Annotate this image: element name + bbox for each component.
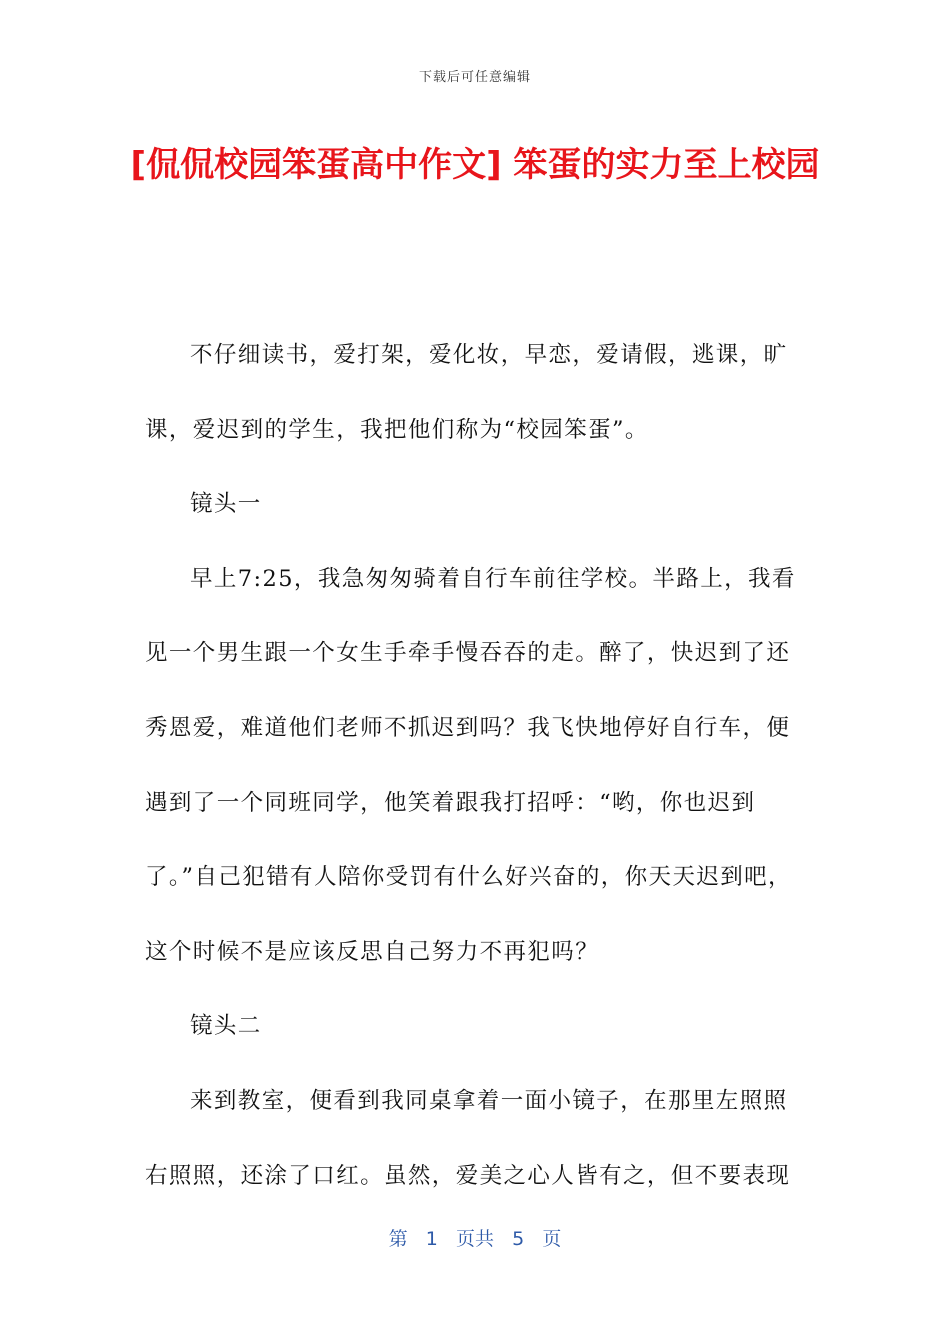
footer-current-page: 1 <box>425 1228 438 1250</box>
footer-total-pages: 5 <box>512 1228 525 1250</box>
document-title: [侃侃校园笨蛋高中作文] 笨蛋的实力至上校园 <box>130 145 820 185</box>
document-body <box>145 318 805 1213</box>
footer-prefix: 第 <box>388 1228 408 1250</box>
section-heading-1: 镜头一 <box>190 491 262 518</box>
section-heading-2: 镜头二 <box>190 1013 262 1040</box>
paragraph-scene-2: 来到教室，便看到我同桌拿着一面小镜子，在那里左照照右照照，还涂了口红。虽然，爱美之心人皆有之，但不要表现 <box>145 1087 791 1189</box>
header-note: 下载后可任意编辑 <box>418 70 531 85</box>
page-footer <box>0 1224 950 1251</box>
footer-suffix: 页 <box>542 1228 562 1250</box>
paragraph-intro: 不仔细读书，爱打架，爱化妆，早恋，爱请假，逃课，旷课，爱迟到的学生，我把他们称为“校园笨蛋”。 <box>145 342 788 443</box>
footer-middle: 页共 <box>455 1228 494 1250</box>
paragraph-scene-1: 早上7:25，我急匆匆骑着自行车前往学校。半路上，我看见一个男生跟一个女生手牵手慢吞吞的走。醉了，快迟到了还秀恩爱，难道他们老师不抓迟到吗？我飞快地停好自行车，便遇到了一个同班同学，他笑着跟我打招呼：“哟，你也迟到了。”自己犯错有人陪你受罚有什么好兴奋的，你天天迟到吧，这个时候不是应该反思自己努力不再犯吗？ <box>145 565 796 965</box>
